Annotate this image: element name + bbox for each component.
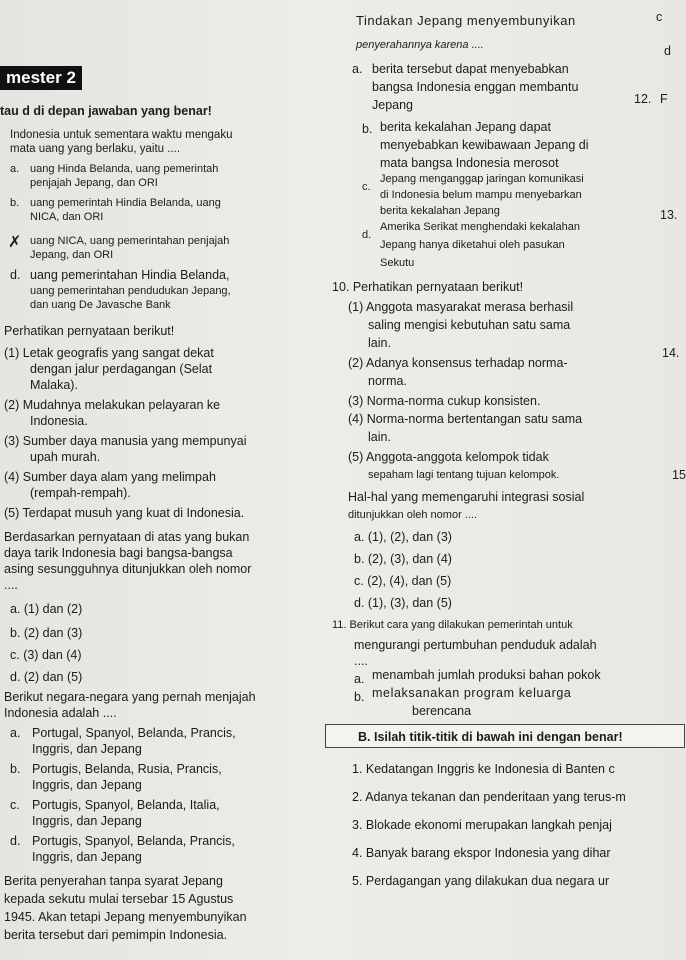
q11-stem-1: 11. Berikut cara yang dilakukan pemerintah untuk	[332, 619, 573, 631]
q10-item-4a: (4) Norma-norma bertentangan satu sama	[348, 412, 583, 426]
q1-opt-a-1: uang Hinda Belanda, uang pemerintah	[30, 163, 219, 175]
q3-stem-1: Berikut negara-negara yang pernah menjajah	[4, 690, 256, 704]
q1-stem-1: Indonesia untuk sementara waktu mengaku	[10, 129, 233, 141]
q1-opt-c-2: Jepang, dan ORI	[30, 249, 114, 261]
q2-item-3b: upah murah.	[30, 450, 101, 464]
q10-opt-d: d. (1), (3), dan (5)	[354, 596, 452, 610]
q9-opt-c-letter: c.	[362, 181, 371, 193]
q1-opt-d-3: dan uang De Javasche Bank	[30, 299, 171, 311]
q2-question-3: asing sesungguhnya ditunjukkan oleh nomor	[4, 562, 252, 576]
q10-item-1b: saling mengisi kebutuhan satu sama	[368, 318, 571, 332]
q2-question-1: Berdasarkan pernyataan di atas yang bukan	[4, 530, 250, 544]
q2-opt-c: c. (3) dan (4)	[10, 648, 82, 662]
q3-opt-c-1: Portugis, Spanyol, Belanda, Italia,	[32, 798, 220, 812]
q3-opt-b-1: Portugis, Belanda, Rusia, Prancis,	[32, 762, 222, 776]
q4-stem-4: berita tersebut dari pemimpin Indonesia.	[4, 928, 228, 942]
q9-opt-a-letter: a.	[352, 62, 363, 76]
q2-item-2a: (2) Mudahnya melakukan pelayaran ke	[4, 398, 221, 412]
fill-item-3: 3. Blokade ekonomi merupakan langkah penjaj	[352, 818, 612, 832]
q3-stem-2: Indonesia adalah ....	[4, 706, 117, 720]
instruction: tau d di depan jawaban yang benar!	[0, 104, 212, 118]
cross-mark-icon: ✗	[8, 234, 22, 251]
q9-opt-b-1: berita kekalahan Jepang dapat	[380, 120, 551, 134]
q2-opt-a: a. (1) dan (2)	[10, 602, 83, 616]
q2-item-4a: (4) Sumber daya alam yang melimpah	[4, 470, 216, 484]
q10-item-5b: sepaham lagi tentang tujuan kelompok.	[368, 469, 560, 481]
q3-opt-d-2: Inggris, dan Jepang	[32, 850, 142, 864]
edge-number-15: 15	[672, 468, 686, 482]
q11-opt-b-letter: b.	[354, 690, 365, 704]
q2-item-1c: Malaka).	[30, 378, 78, 392]
q3-opt-a-2: Inggris, dan Jepang	[32, 742, 142, 756]
q10-stem: 10. Perhatikan pernyataan berikut!	[332, 280, 524, 294]
q10-item-5a: (5) Anggota-anggota kelompok tidak	[348, 450, 549, 464]
edge-number-13: 13.	[660, 208, 678, 222]
q10-item-2a: (2) Adanya konsensus terhadap norma-	[348, 356, 568, 370]
q2-question-2: daya tarik Indonesia bagi bangsa-bangsa	[4, 546, 233, 560]
q9-opt-d-3: Sekutu	[380, 257, 415, 269]
q10-item-1c: lain.	[368, 336, 391, 350]
q1-opt-c-1: uang NICA, uang pemerintahan penjajah	[30, 235, 230, 247]
q3-opt-d-letter: d.	[10, 834, 21, 848]
q2-intro: Perhatikan pernyataan berikut!	[4, 324, 175, 338]
q10-opt-b: b. (2), (3), dan (4)	[354, 552, 452, 566]
q11-opt-b-2: berencana	[412, 704, 472, 718]
q1-stem-2: mata uang yang berlaku, yaitu ....	[10, 143, 181, 155]
q11-opt-b-1: melaksanakan program keluarga	[372, 686, 572, 700]
semester-header: mester 2	[0, 66, 82, 90]
q2-question-4: ....	[4, 578, 18, 592]
q9-opt-b-3: mata bangsa Indonesia merosot	[380, 156, 559, 170]
q2-opt-d: d. (2) dan (5)	[10, 670, 83, 684]
q3-opt-a-1: Portugal, Spanyol, Belanda, Prancis,	[32, 726, 236, 740]
q3-opt-b-letter: b.	[10, 762, 21, 776]
q10-opt-a: a. (1), (2), dan (3)	[354, 530, 452, 544]
q9-opt-d-letter: d.	[362, 229, 372, 241]
q1-opt-d-letter: d.	[10, 268, 21, 282]
q3-opt-c-2: Inggris, dan Jepang	[32, 814, 142, 828]
q1-opt-d-1: uang pemerintahan Hindia Belanda,	[30, 268, 230, 282]
edge-number-12: 12.	[634, 92, 652, 106]
edge-letter-f: F	[660, 92, 668, 106]
fill-item-2: 2. Adanya tekanan dan penderitaan yang terus-m	[352, 790, 626, 804]
q10-item-3: (3) Norma-norma cukup konsisten.	[348, 394, 541, 408]
q1-opt-b-1: uang pemerintah Hindia Belanda, uang	[30, 197, 221, 209]
q1-opt-b-letter: b.	[10, 197, 20, 209]
q4-stem-1: Berita penyerahan tanpa syarat Jepang	[4, 874, 223, 888]
q10-question-2: ditunjukkan oleh nomor ....	[348, 509, 478, 521]
edge-letter-c: c	[656, 10, 663, 24]
q9-opt-d-1: Amerika Serikat menghendaki kekalahan	[380, 221, 580, 233]
q9-opt-b-letter: b.	[362, 122, 373, 136]
q2-opt-b: b. (2) dan (3)	[10, 626, 83, 640]
q3-opt-c-letter: c.	[10, 798, 20, 812]
q3-opt-a-letter: a.	[10, 726, 21, 740]
q2-item-5: (5) Terdapat musuh yang kuat di Indonesia.	[4, 506, 245, 520]
q3-opt-d-1: Portugis, Spanyol, Belanda, Prancis,	[32, 834, 235, 848]
q2-item-2b: Indonesia.	[30, 414, 88, 428]
q9-opt-c-3: berita kekalahan Jepang	[380, 205, 500, 217]
q11-stem-2: mengurangi pertumbuhan penduduk adalah	[354, 638, 597, 652]
q1-opt-d-2: uang pemerintahan pendudukan Jepang,	[30, 285, 231, 297]
edge-number-14: 14.	[662, 346, 680, 360]
q1-opt-b-2: NICA, dan ORI	[30, 211, 104, 223]
q9-opt-c-1: Jepang menganggap jaringan komunikasi	[380, 173, 584, 185]
q10-item-4b: lain.	[368, 430, 391, 444]
section-b-heading: B. Isilah titik-titik di bawah ini dengan benar!	[325, 724, 685, 748]
q2-item-1b: dengan jalur perdagangan (Selat	[30, 362, 213, 376]
q9-stem-1: Tindakan Jepang menyembunyikan	[356, 13, 576, 28]
q9-opt-a-2: bangsa Indonesia enggan membantu	[372, 80, 579, 94]
q9-opt-d-2: Jepang hanya diketahui oleh pasukan	[380, 239, 565, 251]
q1-opt-a-letter: a.	[10, 163, 20, 175]
q10-question-1: Hal-hal yang memengaruhi integrasi sosial	[348, 490, 585, 504]
q10-item-2b: norma.	[368, 374, 407, 388]
q2-item-3a: (3) Sumber daya manusia yang mempunyai	[4, 434, 247, 448]
q9-opt-a-3: Jepang	[372, 98, 414, 112]
q4-stem-3: 1945. Akan tetapi Jepang menyembunyikan	[4, 910, 247, 924]
q10-opt-c: c. (2), (4), dan (5)	[354, 574, 452, 588]
fill-item-1: 1. Kedatangan Inggris ke Indonesia di Banten c	[352, 762, 615, 776]
q9-stem-2: penyerahannya karena ....	[356, 39, 484, 51]
q11-opt-a-letter: a.	[354, 672, 365, 686]
q9-opt-b-2: menyebabkan kewibawaan Jepang di	[380, 138, 589, 152]
q3-opt-b-2: Inggris, dan Jepang	[32, 778, 142, 792]
q11-opt-a-1: menambah jumlah produksi bahan pokok	[372, 668, 601, 682]
q10-item-1a: (1) Anggota masyarakat merasa berhasil	[348, 300, 574, 314]
q1-opt-a-2: penjajah Jepang, dan ORI	[30, 177, 158, 189]
fill-item-5: 5. Perdagangan yang dilakukan dua negara ur	[352, 874, 610, 888]
left-column	[0, 0, 322, 960]
edge-letter-d: d	[664, 44, 671, 58]
q11-stem-3: ....	[354, 654, 368, 668]
q2-item-1a: (1) Letak geografis yang sangat dekat	[4, 346, 214, 360]
q4-stem-2: kepada sekutu mulai tersebar 15 Agustus	[4, 892, 234, 906]
q9-opt-a-1: berita tersebut dapat menyebabkan	[372, 62, 569, 76]
right-column	[322, 0, 686, 960]
q2-item-4b: (rempah-rempah).	[30, 486, 131, 500]
fill-item-4: 4. Banyak barang ekspor Indonesia yang dihar	[352, 846, 611, 860]
q9-opt-c-2: di Indonesia belum mampu menyebarkan	[380, 189, 582, 201]
